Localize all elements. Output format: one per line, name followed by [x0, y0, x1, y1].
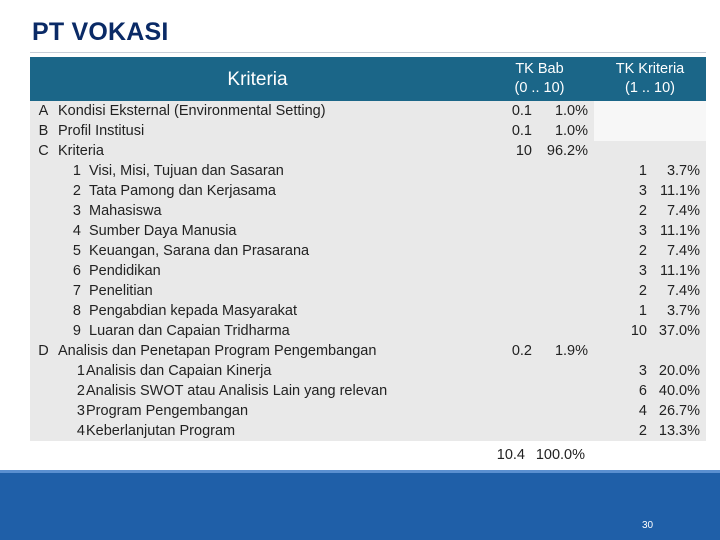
- row-label-sub: [57, 361, 485, 381]
- sub-label: Pengabdian kepada Masyarakat: [89, 303, 297, 319]
- empty-cell: [538, 381, 594, 401]
- row-label-sub: [57, 181, 485, 201]
- kriteria-value: 2: [638, 283, 647, 299]
- kriteria-value: 3: [638, 183, 647, 199]
- kriteria-value: 3: [638, 223, 647, 239]
- kriteria-percent: 3.7%: [666, 163, 700, 179]
- sub-label: Tata Pamong dan Kerjasama: [89, 183, 276, 199]
- footer-bar: [0, 470, 720, 540]
- empty-cell: [594, 121, 657, 141]
- header-kriteria: Kriteria: [30, 57, 485, 101]
- page-number: 30: [642, 520, 654, 531]
- empty-cell: [485, 301, 538, 321]
- kriteria-value: 1: [638, 163, 647, 179]
- sub-number: 2: [72, 183, 81, 199]
- kriteria-percent: 7.4%: [666, 283, 700, 299]
- sub-number: 4: [76, 423, 85, 439]
- empty-cell: [485, 261, 538, 281]
- row-label: Profil Institusi: [58, 123, 145, 139]
- sub-label: Pendidikan: [89, 263, 161, 279]
- empty-cell: [30, 161, 57, 181]
- empty-cell: [30, 301, 57, 321]
- kriteria-percent: 3.7%: [666, 303, 700, 319]
- empty-cell: [538, 201, 594, 221]
- empty-cell: [485, 381, 538, 401]
- total-bab-percent: 100.0%: [535, 447, 585, 463]
- sub-number: 3: [76, 403, 85, 419]
- sub-label: Mahasiswa: [89, 203, 162, 219]
- empty-cell: [594, 141, 657, 161]
- page-title: PT VOKASI: [32, 18, 169, 46]
- empty-cell: [485, 401, 538, 421]
- empty-cell: [538, 361, 594, 381]
- empty-cell: [538, 221, 594, 241]
- sub-number: 5: [72, 243, 81, 259]
- empty-cell: [657, 341, 706, 361]
- kriteria-percent: 13.3%: [658, 423, 700, 439]
- bab-value: 0.1: [511, 103, 532, 119]
- empty-cell: [538, 281, 594, 301]
- footer-accent-line: [0, 470, 720, 473]
- kriteria-value: 1: [638, 303, 647, 319]
- empty-cell: [485, 181, 538, 201]
- kriteria-percent: 37.0%: [658, 323, 700, 339]
- row-code: D: [38, 343, 49, 359]
- sub-number: 7: [72, 283, 81, 299]
- empty-cell: [30, 321, 57, 341]
- sub-number: 9: [72, 323, 81, 339]
- sub-label: Penelitian: [89, 283, 153, 299]
- total-bab-value: 10.4: [496, 447, 525, 463]
- row-label-sub: [57, 321, 485, 341]
- kriteria-percent: 26.7%: [658, 403, 700, 419]
- sub-number: 1: [72, 163, 81, 179]
- empty-cell: [30, 221, 57, 241]
- empty-cell: [485, 201, 538, 221]
- sub-label: Analisis dan Capaian Kinerja: [86, 363, 272, 379]
- empty-cell: [30, 181, 57, 201]
- empty-cell: [657, 121, 706, 141]
- empty-cell: [538, 401, 594, 421]
- row-label-sub: [57, 401, 485, 421]
- empty-cell: [30, 361, 57, 381]
- bab-percent: 1.9%: [554, 343, 588, 359]
- kriteria-percent: 20.0%: [658, 363, 700, 379]
- row-label-sub: [57, 301, 485, 321]
- kriteria-value: 2: [638, 203, 647, 219]
- row-label-sub: [57, 201, 485, 221]
- row-label-sub: [57, 381, 485, 401]
- empty-cell: [30, 381, 57, 401]
- sub-number: 2: [76, 383, 85, 399]
- row-label-sub: [57, 421, 485, 441]
- empty-cell: [657, 101, 706, 121]
- empty-cell: [30, 281, 57, 301]
- empty-cell: [30, 261, 57, 281]
- sub-label: Visi, Misi, Tujuan dan Sasaran: [89, 163, 284, 179]
- kriteria-percent: 11.1%: [659, 263, 700, 279]
- empty-cell: [538, 161, 594, 181]
- kriteria-value: 3: [638, 363, 647, 379]
- row-label: Kriteria: [58, 143, 104, 159]
- empty-cell: [538, 261, 594, 281]
- kriteria-value: 4: [638, 403, 647, 419]
- kriteria-percent: 7.4%: [666, 203, 700, 219]
- empty-cell: [30, 201, 57, 221]
- row-label-sub: [57, 221, 485, 241]
- sub-label: Analisis SWOT atau Analisis Lain yang relevan: [86, 383, 388, 399]
- empty-cell: [485, 281, 538, 301]
- empty-cell: [538, 241, 594, 261]
- empty-cell: [485, 221, 538, 241]
- empty-cell: [538, 421, 594, 441]
- empty-cell: [485, 421, 538, 441]
- row-label-sub: [57, 241, 485, 261]
- row-label-sub: [57, 261, 485, 281]
- sub-label: Keberlanjutan Program: [86, 423, 236, 439]
- row-label: Kondisi Eksternal (Environmental Setting): [58, 103, 326, 119]
- empty-cell: [485, 321, 538, 341]
- empty-cell: [538, 181, 594, 201]
- row-label-sub: [57, 161, 485, 181]
- empty-cell: [30, 241, 57, 261]
- total-row: [485, 445, 594, 465]
- sub-number: 4: [72, 223, 81, 239]
- bab-percent: 1.0%: [554, 103, 588, 119]
- sub-label: Keuangan, Sarana dan Prasarana: [89, 243, 310, 259]
- criteria-table: [30, 57, 706, 441]
- kriteria-percent: 40.0%: [658, 383, 700, 399]
- kriteria-percent: 7.4%: [666, 243, 700, 259]
- sub-number: 1: [76, 363, 85, 379]
- row-code: C: [38, 143, 49, 159]
- row-label: Analisis dan Penetapan Program Pengembangan: [58, 343, 377, 359]
- kriteria-value: 2: [638, 423, 647, 439]
- row-code: B: [38, 123, 49, 139]
- title-divider: [30, 52, 706, 53]
- header-tk-bab: TK Bab (0 .. 10): [485, 57, 594, 101]
- empty-cell: [485, 361, 538, 381]
- kriteria-percent: 11.1%: [659, 223, 700, 239]
- row-code: A: [38, 103, 49, 119]
- empty-cell: [538, 321, 594, 341]
- bab-percent: 96.2%: [546, 143, 588, 159]
- bab-value: 0.2: [511, 343, 532, 359]
- kriteria-value: 3: [638, 263, 647, 279]
- empty-cell: [485, 241, 538, 261]
- empty-cell: [30, 401, 57, 421]
- sub-label: Sumber Daya Manusia: [89, 223, 237, 239]
- empty-cell: [30, 421, 57, 441]
- header-tk-kriteria: TK Kriteria (1 .. 10): [594, 57, 706, 101]
- empty-cell: [538, 301, 594, 321]
- sub-label: Luaran dan Capaian Tridharma: [89, 323, 290, 339]
- sub-number: 8: [72, 303, 81, 319]
- sub-label: Program Pengembangan: [86, 403, 249, 419]
- sub-number: 3: [72, 203, 81, 219]
- empty-cell: [657, 141, 706, 161]
- bab-percent: 1.0%: [554, 123, 588, 139]
- empty-cell: [485, 161, 538, 181]
- empty-cell: [594, 101, 657, 121]
- kriteria-value: 2: [638, 243, 647, 259]
- kriteria-percent: 11.1%: [659, 183, 700, 199]
- row-label-sub: [57, 281, 485, 301]
- bab-value: 10: [515, 143, 532, 159]
- bab-value: 0.1: [511, 123, 532, 139]
- empty-cell: [594, 341, 657, 361]
- kriteria-value: 10: [630, 323, 647, 339]
- kriteria-value: 6: [638, 383, 647, 399]
- sub-number: 6: [72, 263, 81, 279]
